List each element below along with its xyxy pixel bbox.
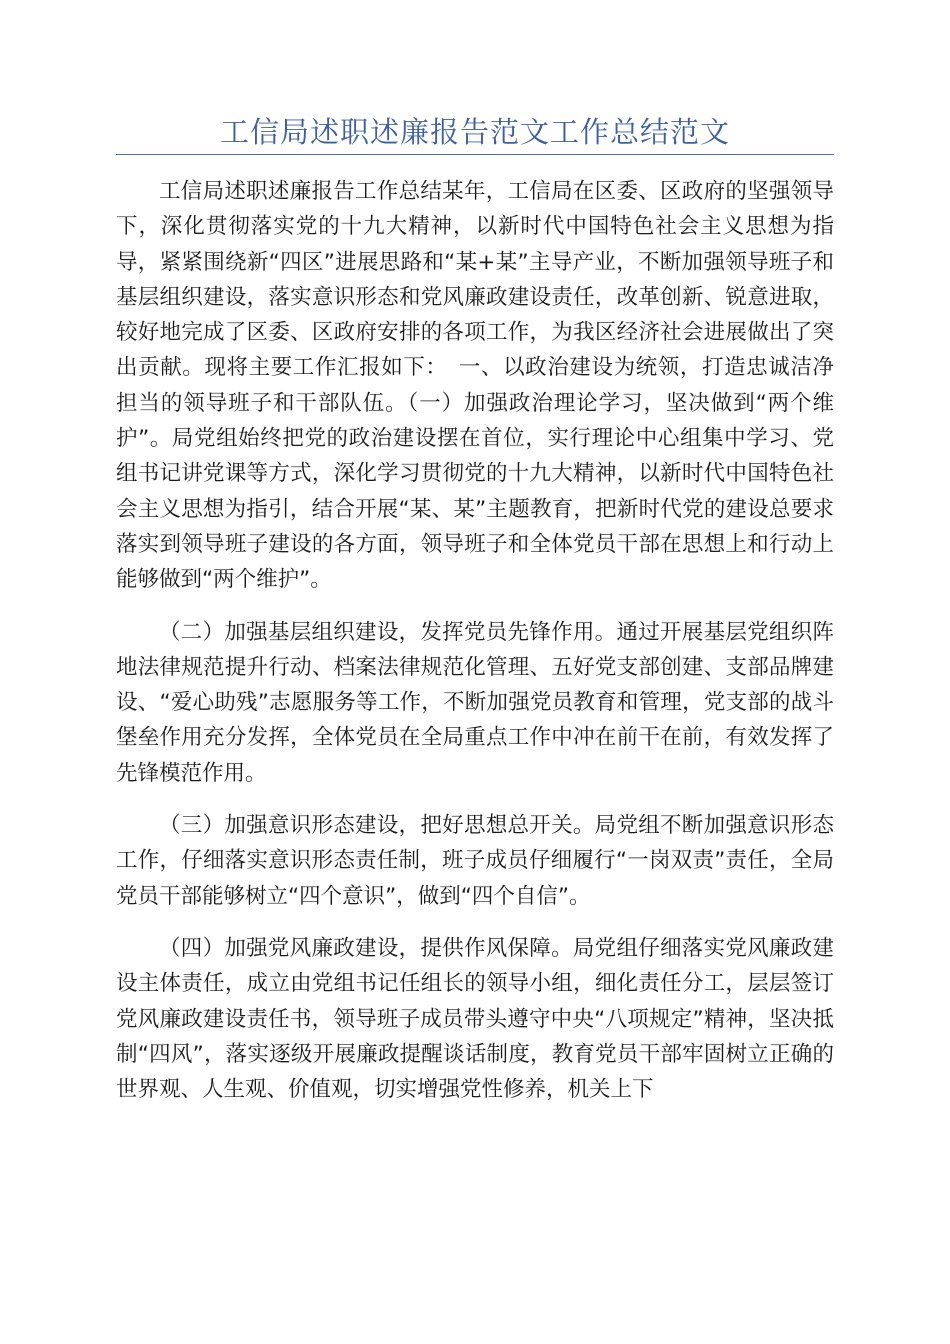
paragraph-ideology: （三）加强意识形态建设，把好思想总开关。局党组不断加强意识形态工作，仔细落实意识形态责任制，班子成员仔细履行“一岗双责”责任，全局党员干部能够树立“四个意识”，做到“四个自信”。 — [116, 813, 834, 909]
paragraph-integrity: （四）加强党风廉政建设，提供作风保障。局党组仔细落实党风廉政建设主体责任，成立由党组书记任组长的领导小组，细化责任分工，层层签订党风廉政建设责任书，领导班子成员带头遵守中央“八项规定”精神，坚决抵制“四风”，落实逐级开展廉政提醒谈话制度，教育党员干部牢固树立正确的世界观、人生观、价值观，切实增强党性修养，机关上下 — [116, 935, 834, 1103]
paragraph-grassroots-organization: （二）加强基层组织建设，发挥党员先锋作用。通过开展基层党组织阵地法律规范提升行动、档案法律规范化管理、五好党支部创建、支部品牌建设、“爱心助残”志愿服务等工作，不断加强党员教育和管理，党支部的战斗堡垒作用充分发挥，全体党员在全局重点工作中冲在前干在前，有效发挥了先锋模范作用。 — [116, 619, 834, 786]
document-body — [116, 174, 834, 1124]
document-title: 工信局述职述廉报告范文工作总结范文 — [219, 115, 730, 149]
title-underline — [116, 154, 834, 155]
paragraph-intro: 工信局述职述廉报告工作总结某年，工信局在区委、区政府的坚强领导下，深化贯彻落实党的十九大精神，以新时代中国特色社会主义思想为指导，紧紧围绕新“四区”进展思路和“某+某”主导产业，不断加强领导班子和基层组织建设，落实意识形态和党风廉政建设责任，改革创新、锐意进取，较好地完成了区委、区政府安排的各项工作，为我区经济社会进展做出了突出贡献。现将主要工作汇报如下： 一、以政治建设为统领，打造忠诚洁净担当的领导班子和干部队伍。（一）加强政治理论学习，坚决做到“两个维护”。局党组始终把党的政治建设摆在首位，实行理论中心组集中学习、党组书记讲党课等方式，深化学习贯彻党的十九大精神，以新时代中国特色社会主义思想为指引，结合开展“某、某”主题教育，把新时代党的建设总要求落实到领导班子建设的各方面，领导班子和全体党员干部在思想上和行动上能够做到“两个维护”。 — [116, 179, 834, 593]
